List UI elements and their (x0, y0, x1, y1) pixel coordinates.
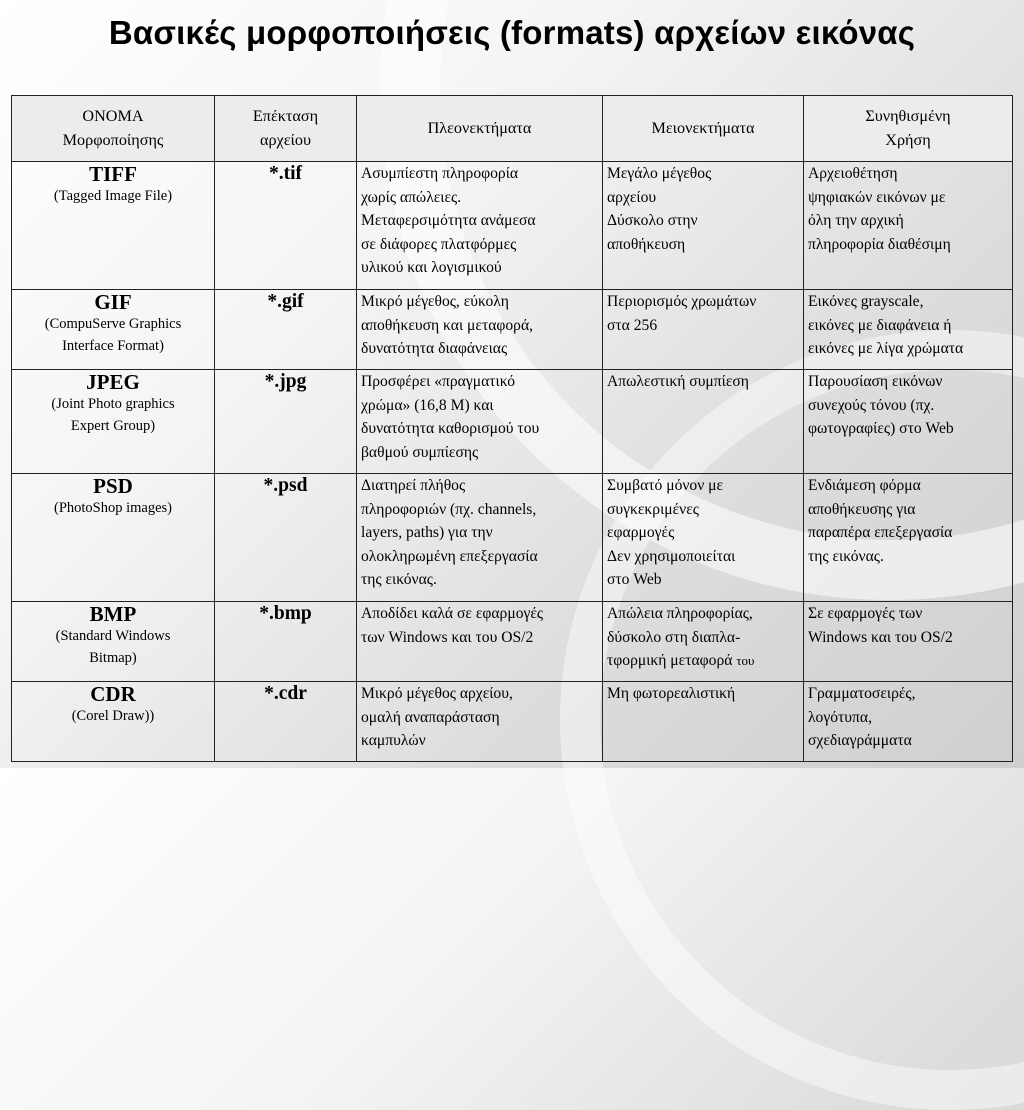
header-cons: Μειονεκτήματα (603, 96, 804, 162)
format-full-name: Expert Group) (70, 417, 156, 434)
format-name-cell (12, 162, 215, 290)
file-extension: *.psd (215, 474, 357, 602)
format-name-cell (12, 602, 215, 682)
file-extension: *.bmp (215, 602, 357, 682)
header-name: ΟΝΟΜΑ Μορφοποίησης (12, 96, 215, 162)
header-extension: Επέκταση αρχείου (215, 96, 357, 162)
table-row (12, 682, 1013, 762)
format-full-name: (Tagged Image File) (53, 188, 173, 204)
pros-cell: Ασυμπίεστη πληροφορία χωρίς απώλειες. Μεταφερσιμότητα ανάμεσα σε διάφορες πλατφόρμες υλικού και λογισμικού (357, 162, 603, 290)
pros-cell: Διατηρεί πλήθος πληροφοριών (πχ. channels, layers, paths) για την ολοκληρωμένη επεξεργασία της εικόνας. (357, 474, 603, 602)
header-row (12, 96, 1013, 162)
format-name: GIF (94, 290, 132, 314)
format-name: TIFF (89, 162, 137, 186)
cons-cell: Απώλεια πληροφορίας, δύσκολο στη διαπλα- τφορμική μεταφορά του (603, 602, 804, 682)
pros-cell: Προσφέρει «πραγματικό χρώμα» (16,8 M) και δυνατότητα καθορισμού του βαθμού συμπίεσης (357, 370, 603, 474)
usage-cell: Γραμματοσειρές, λογότυπα, σχεδιαγράμματα (804, 682, 1013, 762)
slide-title: Βασικές μορφοποιήσεις (formats) αρχείων εικόνας (108, 14, 916, 51)
format-full-name: Interface Format) (62, 337, 164, 354)
format-name: PSD (93, 474, 133, 498)
file-extension: *.gif (215, 290, 357, 370)
cons-cell: Απωλεστική συμπίεση (603, 370, 804, 474)
format-full-name: (Corel Draw)) (71, 708, 155, 724)
format-full-name: (Joint Photo graphics (51, 396, 175, 412)
header-usage: Συνηθισμένη Χρήση (804, 96, 1013, 162)
pros-cell: Αποδίδει καλά σε εφαρμογές των Windows και του OS/2 (357, 602, 603, 682)
table-row (12, 290, 1013, 370)
usage-cell: Αρχειοθέτηση ψηφιακών εικόνων με όλη την αρχική πληροφορία διαθέσιμη (804, 162, 1013, 290)
format-name: BMP (89, 602, 137, 626)
format-name-cell (12, 370, 215, 474)
format-name-cell (12, 290, 215, 370)
image-formats-table (11, 95, 1013, 762)
format-full-name: (CompuServe Graphics (44, 316, 182, 332)
file-extension: *.jpg (215, 370, 357, 474)
table-row (12, 162, 1013, 290)
file-extension: *.cdr (215, 682, 357, 762)
header-pros: Πλεονεκτήματα (357, 96, 603, 162)
usage-cell: Εικόνες grayscale, εικόνες με διαφάνεια ή εικόνες με λίγα χρώματα (804, 290, 1013, 370)
cons-cell: Περιορισμός χρωμάτων στα 256 (603, 290, 804, 370)
format-full-name: (PhotoShop images) (53, 500, 172, 516)
format-full-name: (Standard Windows (55, 628, 171, 644)
cons-cell: Μη φωτορεαλιστική (603, 682, 804, 762)
usage-cell: Σε εφαρμογές των Windows και του OS/2 (804, 602, 1013, 682)
format-name: JPEG (86, 370, 140, 394)
table-row (12, 474, 1013, 602)
format-name: CDR (90, 682, 136, 706)
pros-cell: Μικρό μέγεθος αρχείου, ομαλή αναπαράσταση καμπυλών (357, 682, 603, 762)
file-extension: *.tif (215, 162, 357, 290)
pros-cell: Μικρό μέγεθος, εύκολη αποθήκευση και μεταφορά, δυνατότητα διαφάνειας (357, 290, 603, 370)
format-name-cell (12, 474, 215, 602)
usage-cell: Ενδιάμεση φόρμα αποθήκευσης για παραπέρα επεξεργασία της εικόνας. (804, 474, 1013, 602)
usage-cell: Παρουσίαση εικόνων συνεχούς τόνου (πχ. φωτογραφίες) στο Web (804, 370, 1013, 474)
cons-cell: Μεγάλο μέγεθος αρχείου Δύσκολο στην αποθήκευση (603, 162, 804, 290)
cons-cell: Συμβατό μόνον με συγκεκριμένες εφαρμογές Δεν χρησιμοποιείται στο Web (603, 474, 804, 602)
format-name-cell (12, 682, 215, 762)
table-row (12, 602, 1013, 682)
format-full-name: Bitmap) (89, 649, 137, 666)
table-row (12, 370, 1013, 474)
